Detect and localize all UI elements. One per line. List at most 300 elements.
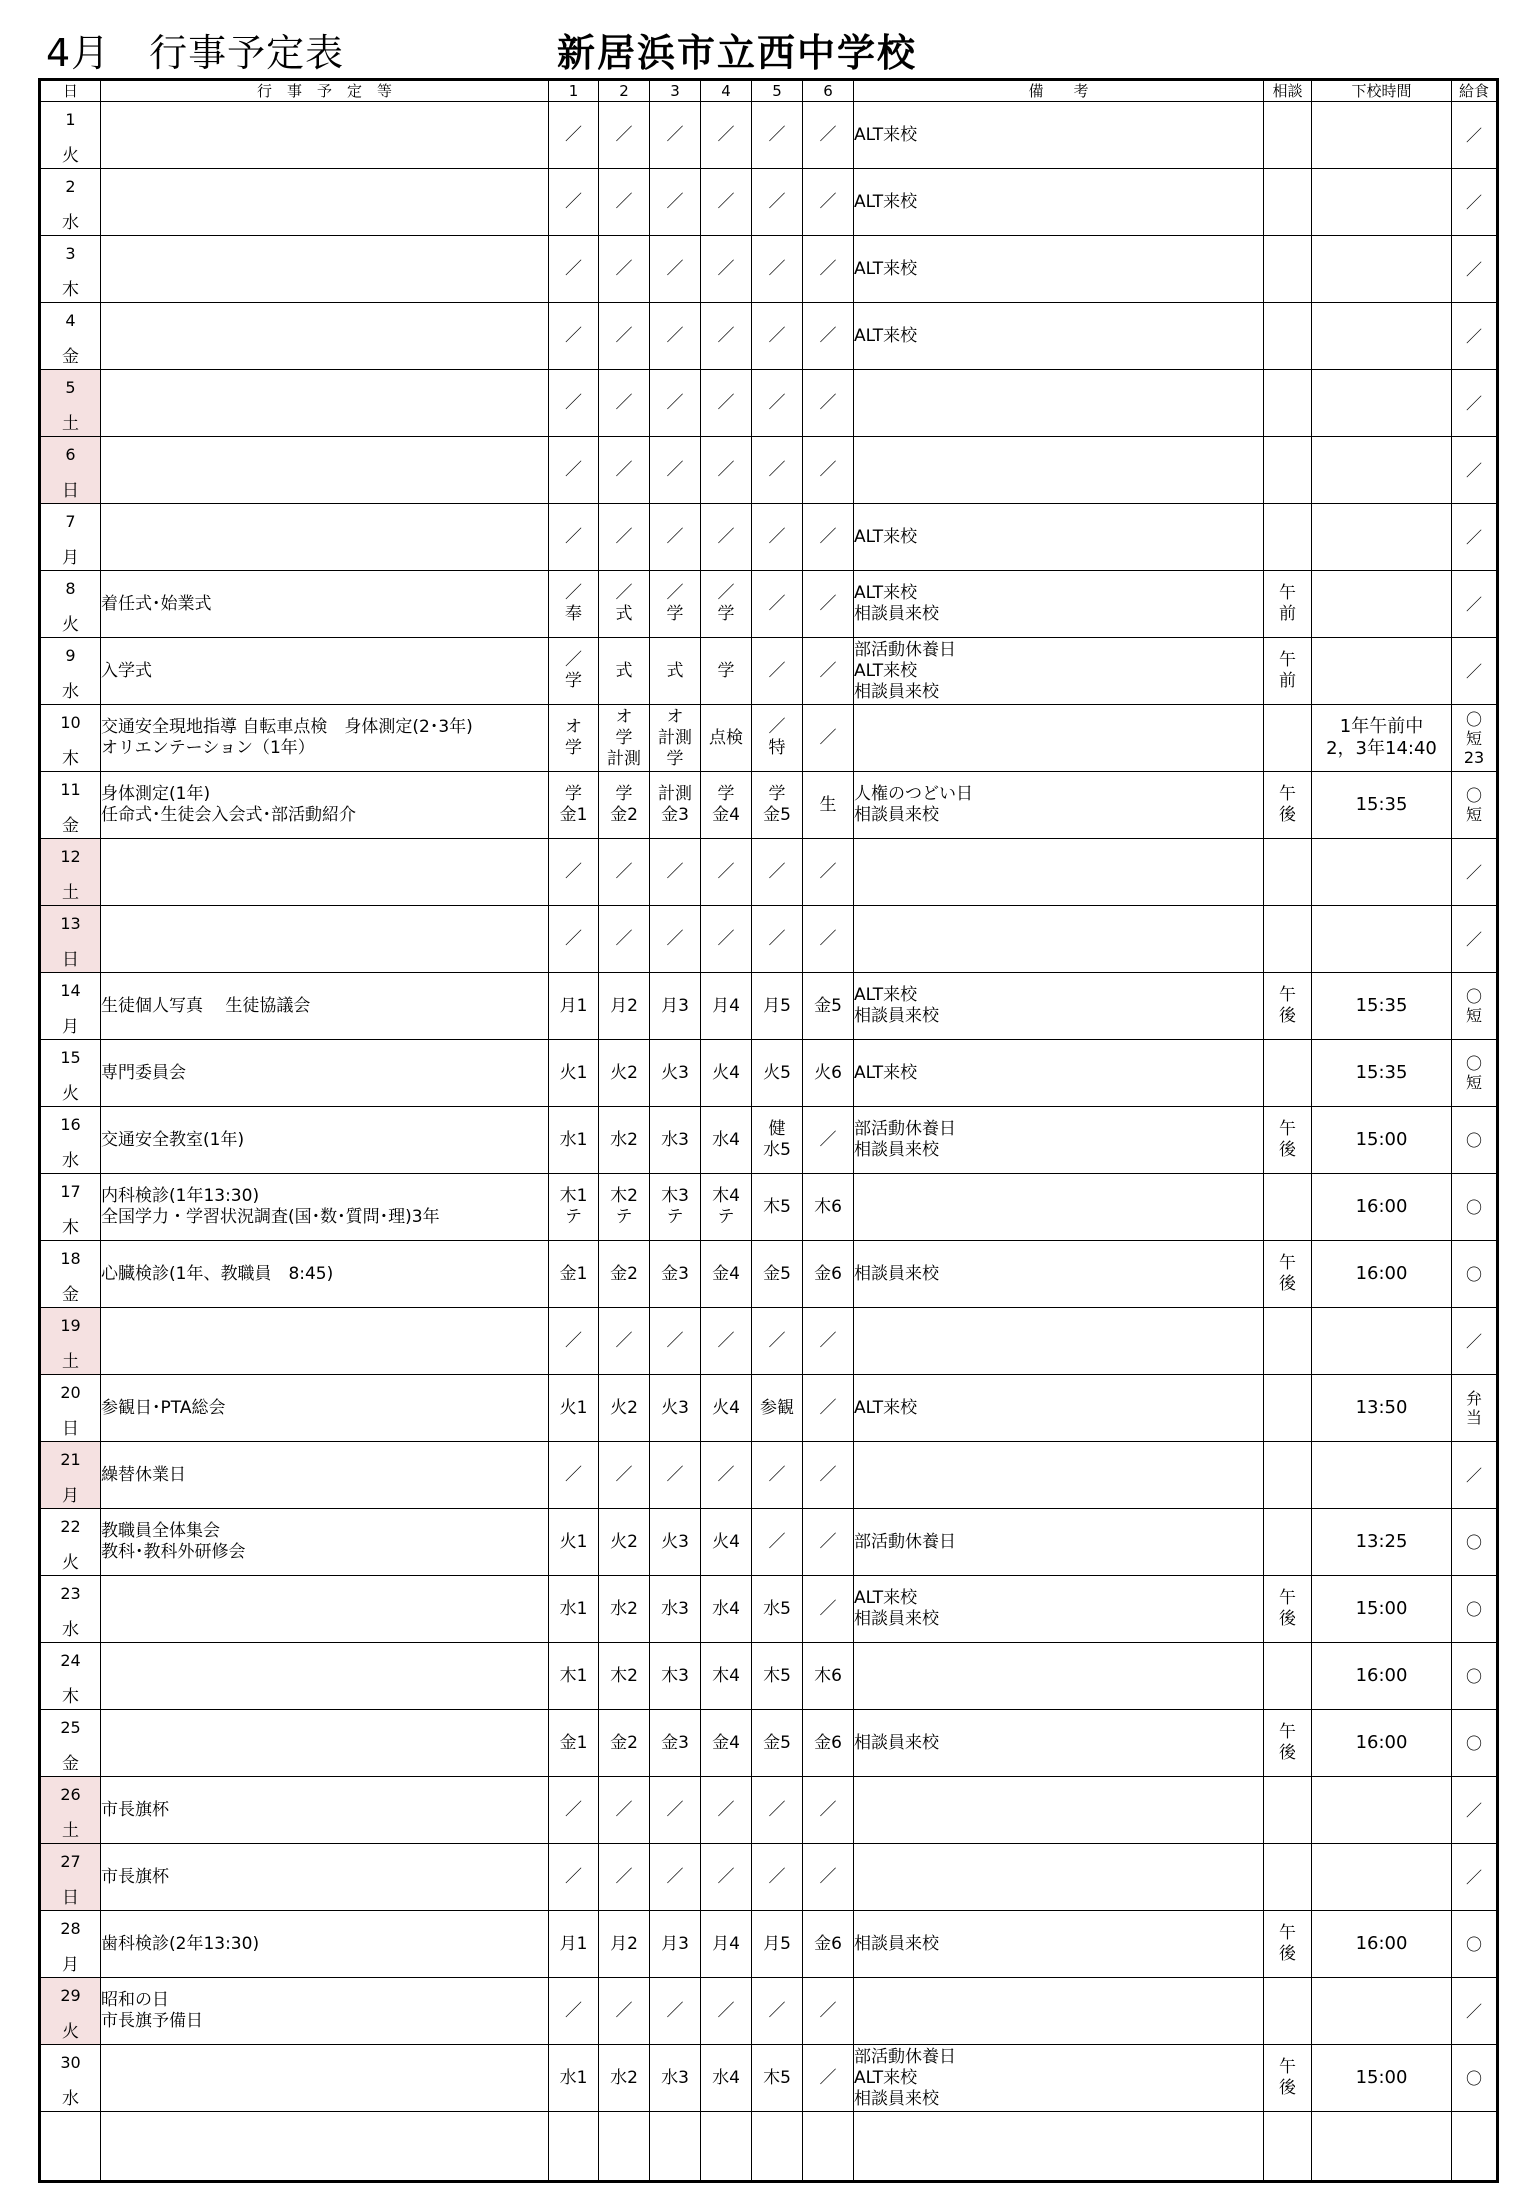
notes-cell [854,705,1264,772]
kyushoku-cell: 〇 [1452,1174,1498,1241]
blank-cell [803,2112,854,2182]
period-1-cell: ／ [549,1777,599,1844]
soudan-cell: 午 後 [1264,1107,1312,1174]
dismissal-time-cell: 16:00 [1312,1911,1452,1978]
period-6-cell: ／ [803,2045,854,2112]
soudan-cell: 午 後 [1264,1241,1312,1308]
soudan-cell: 午 後 [1264,1576,1312,1643]
period-3-cell: ／ [650,1844,701,1911]
period-5-cell: ／ [752,1777,803,1844]
dismissal-time-cell [1312,839,1452,906]
period-3-cell: 金3 [650,1710,701,1777]
dismissal-time-cell: 15:35 [1312,1040,1452,1107]
day-cell [40,504,101,571]
period-1-cell: ／ [549,1308,599,1375]
period-4-cell: 金4 [701,1241,752,1308]
weekday: 火 [62,615,79,635]
notes-cell: 相談員来校 [854,1241,1264,1308]
period-3-cell: 金3 [650,1241,701,1308]
period-1-cell: ／ [549,370,599,437]
day-number: 10 [60,713,81,732]
table-row [40,906,1498,973]
period-6-cell: ／ [803,1107,854,1174]
period-1-cell: オ 学 [549,705,599,772]
period-1-cell: ／ 学 [549,638,599,705]
col-header-period-3: 3 [650,80,701,102]
table-row [40,973,1498,1040]
period-4-cell: 水4 [701,1107,752,1174]
period-4-cell: 火4 [701,1375,752,1442]
period-5-cell: ／ [752,303,803,370]
notes-cell: ALT来校 [854,1375,1264,1442]
period-1-cell: 月1 [549,973,599,1040]
day-cell [40,1643,101,1710]
period-3-cell: 火3 [650,1509,701,1576]
period-2-cell: ／ [599,839,650,906]
day-cell [40,638,101,705]
period-2-cell: ／ [599,437,650,504]
day-cell [40,102,101,169]
table-row [40,839,1498,906]
notes-cell: ALT来校 [854,236,1264,303]
kyushoku-cell: ／ [1452,437,1498,504]
kyushoku-cell: 〇 [1452,1911,1498,1978]
period-4-cell: 水4 [701,1576,752,1643]
events-cell [101,370,549,437]
table-row [40,1308,1498,1375]
period-2-cell: ／ [599,236,650,303]
period-2-cell: ／ [599,1978,650,2045]
period-1-cell: ／ [549,906,599,973]
col-header-kyushoku: 給食 [1452,80,1498,102]
period-4-cell: 火4 [701,1509,752,1576]
period-2-cell: ／ [599,504,650,571]
soudan-cell: 午 後 [1264,2045,1312,2112]
day-number: 16 [60,1115,81,1134]
title-bar [0,0,1531,78]
period-1-cell: 火1 [549,1509,599,1576]
period-6-cell: ／ [803,1777,854,1844]
dismissal-time-cell [1312,1978,1452,2045]
events-cell [101,169,549,236]
period-4-cell: ／ [701,102,752,169]
events-cell: 市長旗杯 [101,1844,549,1911]
weekday: 水 [62,682,79,702]
period-2-cell: 学 金2 [599,772,650,839]
period-2-cell: ／ [599,169,650,236]
day-number: 8 [65,579,76,598]
dismissal-time-cell [1312,906,1452,973]
soudan-cell [1264,705,1312,772]
weekday: 木 [62,1687,79,1707]
period-1-cell: ／ 奉 [549,571,599,638]
table-row [40,1107,1498,1174]
period-5-cell: ／ 特 [752,705,803,772]
col-header-period-4: 4 [701,80,752,102]
table-row [40,1643,1498,1710]
period-1-cell: 金1 [549,1710,599,1777]
day-number: 2 [65,177,76,196]
day-number: 18 [60,1249,81,1268]
day-number: 9 [65,646,76,665]
soudan-cell [1264,906,1312,973]
soudan-cell [1264,303,1312,370]
events-cell: 市長旗杯 [101,1777,549,1844]
period-6-cell: ／ [803,169,854,236]
col-header-events: 行 事 予 定 等 [101,80,549,102]
blank-cell [752,2112,803,2182]
kyushoku-cell: ／ [1452,504,1498,571]
period-3-cell: ／ [650,1978,701,2045]
dismissal-time-cell [1312,169,1452,236]
period-3-cell: ／ [650,839,701,906]
table-row [40,236,1498,303]
weekday: 土 [62,883,79,903]
day-cell [40,906,101,973]
day-cell [40,2045,101,2112]
weekday: 日 [62,1419,79,1439]
weekday: 日 [62,1888,79,1908]
day-number: 25 [60,1718,81,1737]
kyushoku-cell: ／ [1452,638,1498,705]
events-cell [101,1643,549,1710]
col-header-period-5: 5 [752,80,803,102]
period-3-cell: ／ [650,504,701,571]
period-4-cell: ／ [701,437,752,504]
kyushoku-cell: 〇 [1452,1241,1498,1308]
dismissal-time-cell [1312,437,1452,504]
dismissal-time-cell: 13:50 [1312,1375,1452,1442]
kyushoku-cell: ／ [1452,1442,1498,1509]
dismissal-time-cell [1312,1442,1452,1509]
day-number: 5 [65,378,76,397]
dismissal-time-cell [1312,370,1452,437]
period-1-cell: 水1 [549,1107,599,1174]
soudan-cell [1264,1844,1312,1911]
period-5-cell: 月5 [752,1911,803,1978]
period-5-cell: 木5 [752,1643,803,1710]
period-6-cell: 木6 [803,1643,854,1710]
kyushoku-cell: 〇 [1452,1509,1498,1576]
kyushoku-cell: 〇 [1452,1107,1498,1174]
day-number: 22 [60,1517,81,1536]
weekday: 月 [62,1017,79,1037]
period-6-cell: ／ [803,839,854,906]
day-number: 11 [60,780,81,799]
period-5-cell: 火5 [752,1040,803,1107]
notes-cell: ALT来校 [854,169,1264,236]
period-3-cell: 火3 [650,1040,701,1107]
col-header-day: 日 [40,80,101,102]
col-header-dismissal: 下校時間 [1312,80,1452,102]
events-cell: 専門委員会 [101,1040,549,1107]
day-cell [40,236,101,303]
period-5-cell: 木5 [752,1174,803,1241]
table-row [40,571,1498,638]
kyushoku-cell: ／ [1452,571,1498,638]
period-4-cell: 木4 テ [701,1174,752,1241]
period-4-cell: ／ [701,906,752,973]
period-1-cell: ／ [549,169,599,236]
soudan-cell: 午 後 [1264,973,1312,1040]
period-1-cell: ／ [549,437,599,504]
notes-cell [854,1978,1264,2045]
events-cell: 生徒個人写真 生徒協議会 [101,973,549,1040]
events-cell: 昭和の日 市長旗予備日 [101,1978,549,2045]
period-1-cell: ／ [549,102,599,169]
notes-cell: 相談員来校 [854,1911,1264,1978]
blank-cell [599,2112,650,2182]
soudan-cell [1264,1643,1312,1710]
table-row [40,1978,1498,2045]
dismissal-time-cell: 16:00 [1312,1643,1452,1710]
notes-cell: 部活動休養日 ALT来校 相談員来校 [854,2045,1264,2112]
period-5-cell: ／ [752,169,803,236]
day-cell [40,303,101,370]
period-1-cell: 木1 テ [549,1174,599,1241]
notes-cell: 人権のつどい日 相談員来校 [854,772,1264,839]
period-6-cell: ／ [803,1509,854,1576]
table-row [40,370,1498,437]
events-cell [101,504,549,571]
events-cell: 内科検診(1年13:30) 全国学力・学習状況調査(国･数･質問･理)3年 [101,1174,549,1241]
events-cell: 交通安全教室(1年) [101,1107,549,1174]
kyushoku-cell: ／ [1452,370,1498,437]
period-5-cell: 参観 [752,1375,803,1442]
period-2-cell: 木2 テ [599,1174,650,1241]
events-cell: 着任式･始業式 [101,571,549,638]
kyushoku-cell: ／ [1452,906,1498,973]
weekday: 水 [62,1620,79,1640]
period-5-cell: ／ [752,504,803,571]
period-6-cell: 火6 [803,1040,854,1107]
period-2-cell: ／ [599,906,650,973]
period-6-cell: ／ [803,571,854,638]
kyushoku-cell: ／ [1452,303,1498,370]
period-5-cell: 学 金5 [752,772,803,839]
period-6-cell: 金6 [803,1710,854,1777]
day-cell [40,839,101,906]
col-header-period-1: 1 [549,80,599,102]
period-5-cell: ／ [752,1509,803,1576]
col-header-period-6: 6 [803,80,854,102]
period-3-cell: 木3 [650,1643,701,1710]
period-6-cell: ／ [803,1576,854,1643]
dismissal-time-cell: 13:25 [1312,1509,1452,1576]
dismissal-time-cell: 15:00 [1312,1107,1452,1174]
day-cell [40,1576,101,1643]
period-4-cell: 学 [701,638,752,705]
page-title: 4月 行事予定表 [46,31,345,75]
table-row [40,437,1498,504]
period-4-cell: 月4 [701,973,752,1040]
day-number: 1 [65,110,76,129]
period-1-cell: ／ [549,236,599,303]
period-1-cell: 月1 [549,1911,599,1978]
notes-cell: ALT来校 [854,1040,1264,1107]
notes-cell [854,839,1264,906]
period-4-cell: 月4 [701,1911,752,1978]
period-2-cell: ／ [599,1844,650,1911]
events-cell: 教職員全体集会 教科･教科外研修会 [101,1509,549,1576]
notes-cell: ALT来校 [854,102,1264,169]
weekday: 土 [62,1352,79,1372]
notes-cell [854,1308,1264,1375]
table-row [40,2045,1498,2112]
table-row [40,1375,1498,1442]
notes-cell: ALT来校 [854,504,1264,571]
kyushoku-cell: 弁 当 [1452,1375,1498,1442]
period-2-cell: 火2 [599,1040,650,1107]
dismissal-time-cell: 15:35 [1312,772,1452,839]
period-5-cell: ／ [752,906,803,973]
day-number: 3 [65,244,76,263]
weekday: 火 [62,1084,79,1104]
notes-cell [854,437,1264,504]
day-cell [40,772,101,839]
day-cell [40,973,101,1040]
period-5-cell: 金5 [752,1710,803,1777]
events-cell: 心臓検診(1年、教職員 8:45) [101,1241,549,1308]
period-2-cell: 火2 [599,1509,650,1576]
blank-cell [1312,2112,1452,2182]
dismissal-time-cell: 15:35 [1312,973,1452,1040]
kyushoku-cell: 〇 [1452,1643,1498,1710]
period-3-cell: 計測 金3 [650,772,701,839]
dismissal-time-cell [1312,504,1452,571]
events-cell [101,1710,549,1777]
period-3-cell: ／ [650,102,701,169]
period-6-cell: ／ [803,1442,854,1509]
period-6-cell: ／ [803,705,854,772]
notes-cell [854,1174,1264,1241]
dismissal-time-cell [1312,303,1452,370]
period-2-cell: 月2 [599,973,650,1040]
events-cell: 入学式 [101,638,549,705]
table-row [40,1509,1498,1576]
soudan-cell [1264,1174,1312,1241]
day-number: 24 [60,1651,81,1670]
col-header-notes: 備 考 [854,80,1264,102]
period-1-cell: ／ [549,1978,599,2045]
period-6-cell: ／ [803,437,854,504]
period-5-cell: ／ [752,102,803,169]
day-cell [40,1844,101,1911]
dismissal-time-cell: 15:00 [1312,2045,1452,2112]
weekday: 月 [62,1955,79,1975]
period-3-cell: ／ [650,370,701,437]
table-row [40,504,1498,571]
soudan-cell [1264,236,1312,303]
kyushoku-cell: 〇 [1452,2045,1498,2112]
events-cell [101,236,549,303]
notes-cell: ALT来校 [854,303,1264,370]
period-2-cell: ／ [599,370,650,437]
notes-cell [854,1844,1264,1911]
events-cell [101,1308,549,1375]
period-5-cell: 月5 [752,973,803,1040]
events-cell [101,906,549,973]
schedule-body [40,102,1498,2182]
period-3-cell: 水3 [650,1576,701,1643]
period-4-cell: 木4 [701,1643,752,1710]
period-2-cell: 金2 [599,1710,650,1777]
period-5-cell: ／ [752,1978,803,2045]
day-number: 13 [60,914,81,933]
dismissal-time-cell: 16:00 [1312,1174,1452,1241]
dismissal-time-cell [1312,1844,1452,1911]
day-cell [40,1107,101,1174]
dismissal-time-cell: 15:00 [1312,1576,1452,1643]
period-3-cell: ／ [650,437,701,504]
period-3-cell: ／ [650,1442,701,1509]
weekday: 木 [62,749,79,769]
period-2-cell: ／ [599,1777,650,1844]
period-2-cell: ／ 式 [599,571,650,638]
dismissal-time-cell: 16:00 [1312,1241,1452,1308]
period-3-cell: ／ [650,906,701,973]
weekday: 水 [62,213,79,233]
soudan-cell [1264,1509,1312,1576]
period-2-cell: ／ [599,1308,650,1375]
period-6-cell: 金6 [803,1911,854,1978]
header-row [40,80,1498,102]
events-cell: 参観日･PTA総会 [101,1375,549,1442]
day-cell [40,1911,101,1978]
kyushoku-cell: 〇 [1452,1710,1498,1777]
period-3-cell: オ 計測 学 [650,705,701,772]
blank-cell [854,2112,1264,2182]
period-3-cell: 水3 [650,2045,701,2112]
period-1-cell: 水1 [549,2045,599,2112]
soudan-cell: 午 前 [1264,638,1312,705]
weekday: 水 [62,1151,79,1171]
period-2-cell: ／ [599,303,650,370]
period-3-cell: 木3 テ [650,1174,701,1241]
table-row [40,1576,1498,1643]
day-cell [40,1710,101,1777]
soudan-cell [1264,1375,1312,1442]
day-number: 21 [60,1450,81,1469]
events-cell: 交通安全現地指導 自転車点検 身体測定(2･3年) オリエンテーション（1年） [101,705,549,772]
day-number: 14 [60,981,81,1000]
notes-cell: 部活動休養日 ALT来校 相談員来校 [854,638,1264,705]
period-5-cell: 金5 [752,1241,803,1308]
day-cell [40,437,101,504]
notes-cell: 部活動休養日 相談員来校 [854,1107,1264,1174]
table-row [40,102,1498,169]
period-5-cell: ／ [752,571,803,638]
table-row [40,1241,1498,1308]
period-4-cell: 学 金4 [701,772,752,839]
period-1-cell: ／ [549,504,599,571]
period-1-cell: 水1 [549,1576,599,1643]
period-6-cell: ／ [803,1308,854,1375]
events-cell [101,102,549,169]
period-2-cell: 水2 [599,1576,650,1643]
period-5-cell: ／ [752,437,803,504]
period-4-cell: ／ [701,370,752,437]
notes-cell [854,906,1264,973]
period-5-cell: ／ [752,1844,803,1911]
weekday: 火 [62,1553,79,1573]
period-4-cell: ／ [701,1442,752,1509]
soudan-cell [1264,1777,1312,1844]
dismissal-time-cell [1312,571,1452,638]
period-1-cell: ／ [549,1442,599,1509]
period-4-cell: ／ 学 [701,571,752,638]
weekday: 土 [62,414,79,434]
